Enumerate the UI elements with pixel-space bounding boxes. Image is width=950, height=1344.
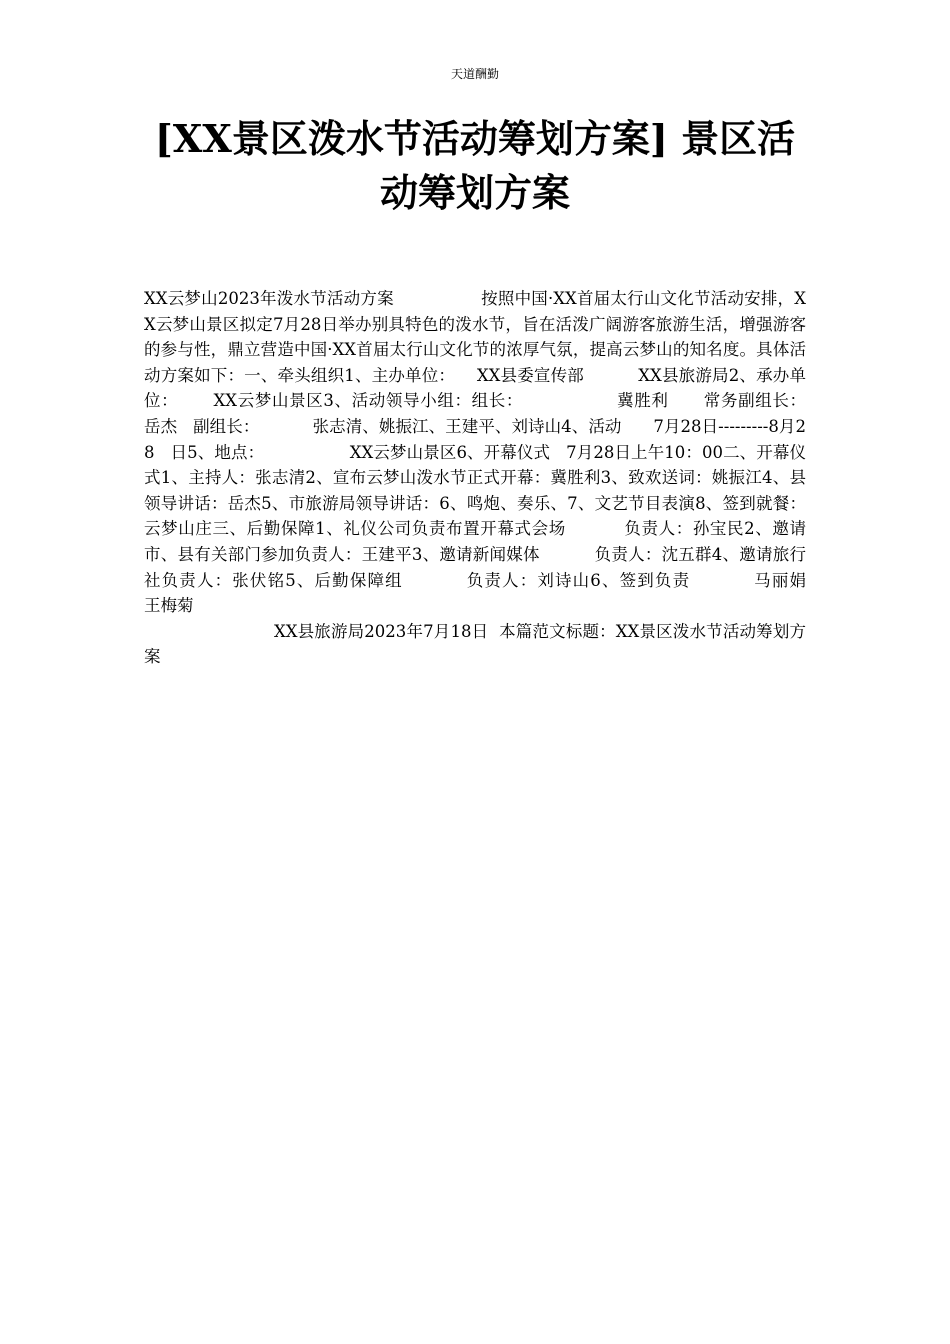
document-body: XX云梦山2023年泼水节活动方案 按照中国·XX首届太行山文化节活动安排，XX云梦山景区拟定7月28日举办别具特色的泼水节，旨在活泼广阔游客旅游生活，增强游客的参与性，鼎立营造中国·XX首届太行山文化节的浓厚气氛，提高云梦山的知名度。具体活动方案如下：一、牵头组织1、主办单位： XX县委宣传部 XX县旅游局2、承办单位： XX云梦山景区3、活动领导小组：组长： 冀胜利 常务副组长： 岳杰 副组长： 张志清、姚振江、王建平、刘诗山4、活动 7月28日---------8月28 日5、地点： XX云梦山景区6、开幕仪式 7月28日上午10：00二、开幕仪式1、主持人：张志清2、宣布云梦山泼水节正式开幕：冀胜利3、致欢送词：姚振江4、县领导讲话：岳杰5、市旅游局领导讲话：6、鸣炮、奏乐、7、文艺节目表演8、签到就餐：云梦山庄三、后勤保障1、礼仪公司负责布置开幕式会场 负责人：孙宝民2、邀请市、县有关部门参加负责人：王建平3、邀请新闻媒体 负责人：沈五群4、邀请旅行社负责人：张伏铭5、后勤保障组 负责人：刘诗山6、签到负责 马丽娟 王梅菊 XX县旅游局2023年7月18日 本篇范文标题：XX景区泼水节活动筹划方案 <box>144 289 806 667</box>
page-header: 天道酬勤 <box>450 67 499 81</box>
document-title: [XX景区泼水节活动筹划方案] 景区活动筹划方案 <box>154 116 796 215</box>
